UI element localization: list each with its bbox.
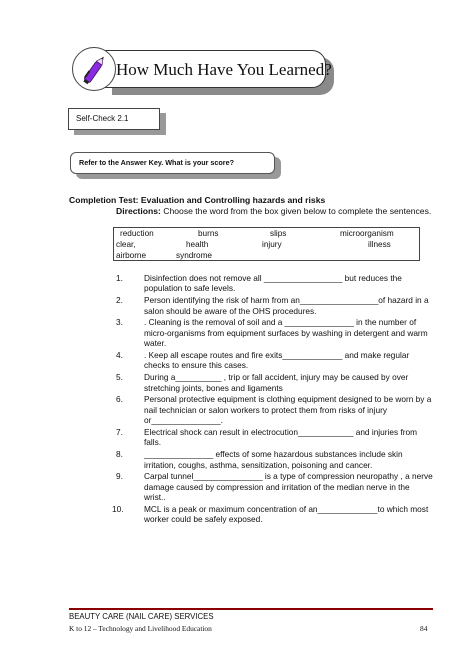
question-number: 2. [116, 295, 123, 306]
question-item [116, 295, 433, 316]
question-number: 7. [116, 427, 123, 438]
question-item [116, 317, 433, 349]
footer-subtitle: K to 12 – Technology and Livelihood Education [69, 624, 212, 633]
question-number: 3. [116, 317, 123, 328]
directions-text: Choose the word from the box given below to complete the sentences. [160, 206, 432, 216]
footer-divider [69, 608, 433, 610]
page-title: How Much Have You Learned? [116, 60, 332, 79]
question-item [116, 471, 433, 503]
question-item [116, 350, 433, 371]
question-number: 4. [116, 350, 123, 361]
question-number: 5. [116, 372, 123, 383]
word-syndrome: syndrome [176, 251, 212, 260]
footer-course-title: BEAUTY CARE (NAIL CARE) SERVICES [69, 612, 214, 621]
question-text: . Cleaning is the removal of soil and a _______________ in the number of micro-organisms from equipment surfaces by washing in detergent and warm water. [144, 317, 428, 349]
question-text: _______________ effects of some hazardous substances include skin irritation, coughs, asthma, sensitization, poisoning and cancer. [144, 449, 403, 470]
question-text: Carpal tunnel_______________ is a type of compression neuropathy , a nerve damage caused by compression and irritation of the median nerve in the wrist.. [144, 471, 433, 503]
question-number: 9. [116, 471, 123, 482]
question-item [116, 449, 433, 470]
score-prompt-box: Refer to the Answer Key. What is your score? [70, 152, 275, 174]
question-text: Personal protective equipment is clothing equipment designed to be worn by a nail technician or salon workers to protect them from risks of injury or_______________. [144, 394, 432, 426]
question-number: 8. [116, 449, 123, 460]
word-reduction: reduction [120, 229, 154, 238]
question-number: 1. [116, 273, 123, 283]
word-burns: burns [198, 229, 219, 238]
word-box [113, 227, 420, 261]
question-text: Electrical shock can result in electrocution____________ and injuries from falls. [144, 427, 418, 448]
word-airborne: airborne [116, 251, 147, 260]
pen-icon-graphic [73, 48, 117, 92]
word-injury: injury [262, 240, 282, 249]
question-text: . Keep all escape routes and fire exits_____________ and make regular checks to ensure this cases. [144, 350, 410, 371]
question-item [112, 504, 433, 525]
question-text: During a__________ , trip or fall accident, injury may be caused by over stretching joints, bones and ligaments [144, 372, 409, 393]
word-health: health [186, 240, 209, 249]
question-text: Disinfection does not remove all _________________ but reduces the population to safe levels. [144, 273, 402, 294]
question-item [116, 394, 433, 426]
pen-icon [72, 47, 116, 91]
question-item [116, 372, 433, 393]
directions [116, 206, 432, 217]
word-illness: illness [368, 240, 391, 249]
directions-label: Directions: [116, 206, 161, 216]
question-item [116, 427, 433, 448]
self-check-label: Self-Check 2.1 [68, 108, 160, 130]
question-number: 10. [112, 504, 124, 515]
page-number: 84 [420, 624, 428, 633]
question-list [112, 273, 433, 526]
word-clear: clear, [116, 240, 136, 249]
question-number: 6. [116, 394, 123, 405]
test-title: Completion Test: Evaluation and Controlling hazards and risks [69, 195, 326, 205]
question-text: MCL is a peak or maximum concentration of an_____________to which most worker could be safely exposed. [144, 504, 429, 525]
word-slips: slips [270, 229, 287, 238]
word-microorganism: microorganism [340, 229, 394, 238]
question-text: Person identifying the risk of harm from an_________________of hazard in a salon should be aware of the OHS procedures. [144, 295, 429, 316]
question-item [116, 273, 433, 294]
